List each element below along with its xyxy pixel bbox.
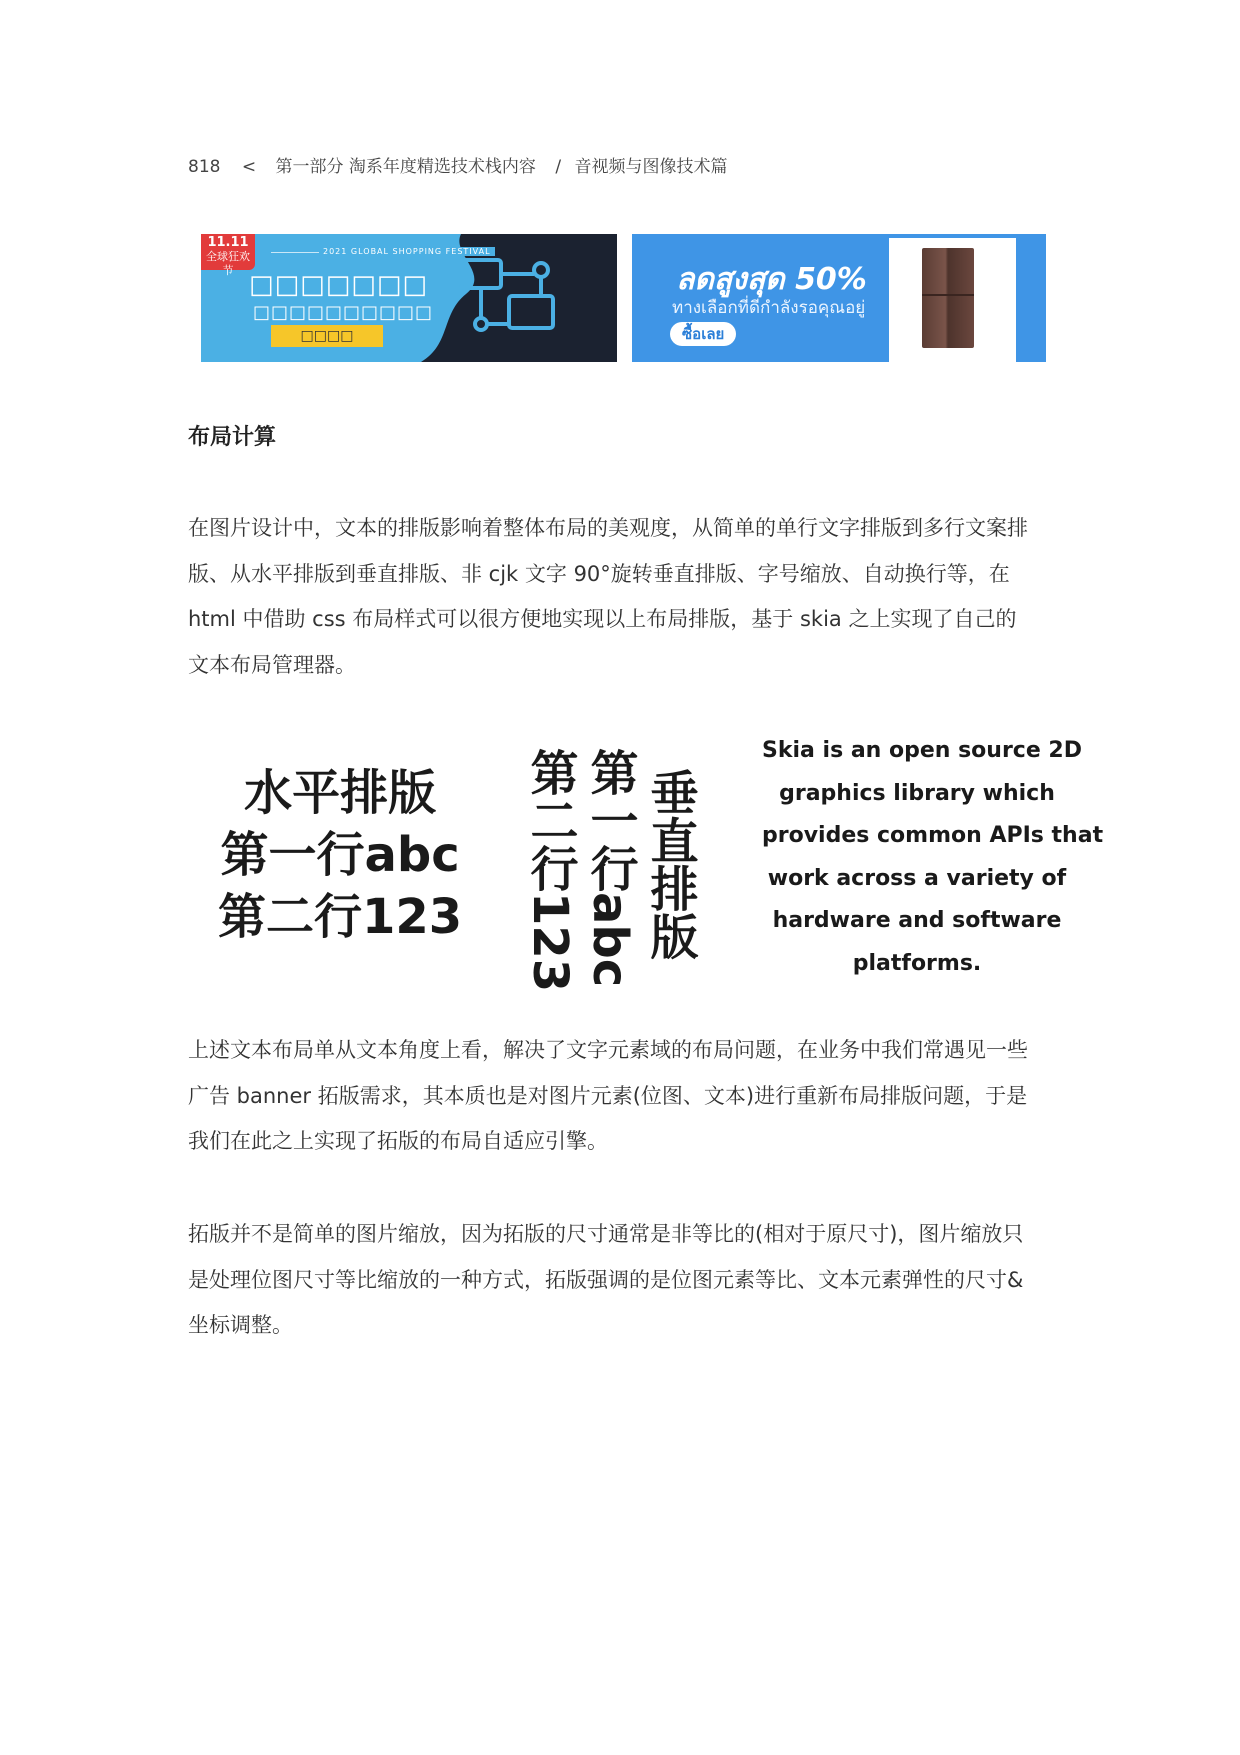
banner-right-subline: ทางเลือกที่ดีกำลังรอคุณอยู่ xyxy=(672,298,866,318)
demo-line: 水平排版 xyxy=(244,765,437,821)
text-line: 我们在此之上实现了拓版的布局自适应引擎。 xyxy=(188,1129,608,1153)
demo-line: provides common APIs that xyxy=(762,823,1104,848)
paragraph-scaling-explanation xyxy=(188,1212,1058,1349)
text-line: 文本布局管理器。 xyxy=(188,652,356,677)
banner-left-button: □□□□ xyxy=(271,325,383,347)
page-number: 818 xyxy=(188,157,221,177)
demo-line: platforms. xyxy=(852,950,982,976)
text-line: 坐标调整。 xyxy=(188,1313,293,1337)
paragraph-banner-expansion xyxy=(188,1028,1058,1165)
banner-left-image xyxy=(201,234,617,362)
skia-wrap-demo xyxy=(762,730,1104,985)
text-line: 广告 banner 拓版需求，其本质也是对图片元素(位图、文本)进行重新布局排版问题，于是 xyxy=(188,1083,1028,1108)
nav-chevron-icon: < xyxy=(241,157,257,177)
demo-line: hardware and software xyxy=(772,908,1062,933)
paragraph-layout-intro xyxy=(188,506,1058,688)
chapter-title: 音视频与图像技术篇 xyxy=(574,157,728,177)
banner-left-headline: □□□□□□□ xyxy=(249,270,428,300)
section-heading: 布局计算 xyxy=(188,425,277,450)
demo-line: work across a variety of xyxy=(767,865,1067,891)
text-line: 版、从水平排版到垂直排版、非 cjk 文字 90°旋转垂直排版、字号缩放、自动换行等，在 xyxy=(188,561,1010,586)
running-header xyxy=(188,152,733,177)
demo-line: Skia is an open source 2D xyxy=(762,738,1082,763)
badge-text: 全球狂欢节 xyxy=(206,250,250,277)
text-line: html 中借助 css 布局样式可以很方便地实现以上布局排版，基于 skia 之上实现了自己的 xyxy=(188,607,1017,631)
shopping-festival-badge xyxy=(201,234,255,277)
text-line: 拓版并不是简单的图片缩放，因为拓版的尺寸通常是非等比的(相对于原尺寸)，图片缩放只 xyxy=(188,1222,1024,1246)
banner-right-image xyxy=(632,234,1046,362)
header-separator: / xyxy=(555,157,562,177)
text-line: 在图片设计中，文本的排版影响着整体布局的美观度，从简单的单行文字排版到多行文案排 xyxy=(188,516,1028,540)
demo-line: graphics library which xyxy=(779,780,1055,806)
text-line: 是处理位图尺寸等比缩放的一种方式，拓版强调的是位图元素等比、文本元素弹性的尺寸& xyxy=(188,1267,1024,1292)
banner-right-button: ซื้อเลย xyxy=(670,322,736,346)
vertical-demo-column-3: 第二行123 xyxy=(522,748,578,993)
banner-left-subline: □□□□□□□□□□ xyxy=(253,302,434,323)
section-title: 第一部分 淘系年度精选技术栈内容 xyxy=(275,157,536,177)
demo-line: 第一行abc xyxy=(220,827,460,883)
banner-right-headline: ลดสูงสุด 50% xyxy=(676,262,867,297)
demo-line: 第二行123 xyxy=(218,889,463,945)
banner-top-strip: 2021 GLOBAL SHOPPING FESTIVAL xyxy=(319,247,495,256)
text-line: 上述文本布局单从文本角度上看，解决了文字元素域的布局问题，在业务中我们常遇见一些 xyxy=(188,1038,1028,1062)
refrigerator-product-image xyxy=(922,248,974,348)
vertical-demo-column-1: 垂直排版 xyxy=(642,768,698,960)
vertical-demo-column-2: 第一行abc xyxy=(582,748,638,988)
badge-number: 11.11 xyxy=(207,235,249,250)
horizontal-layout-demo xyxy=(218,762,462,948)
